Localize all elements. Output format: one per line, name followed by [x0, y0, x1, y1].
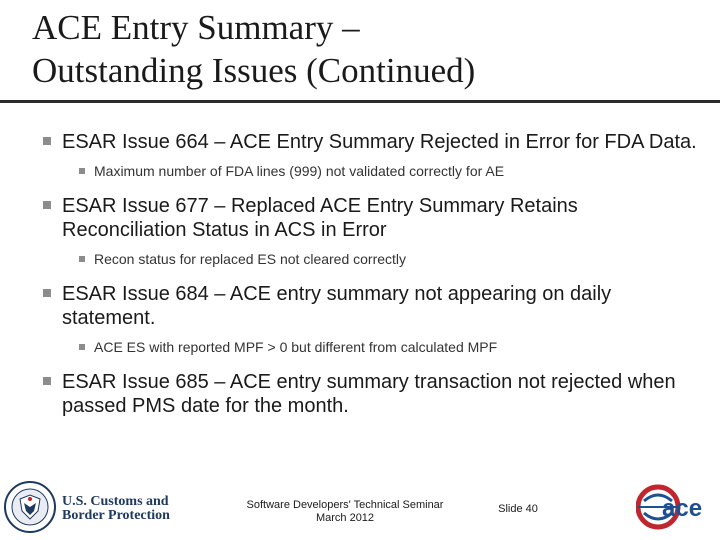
square-bullet-icon — [79, 256, 85, 262]
agency-line-1: U.S. Customs and — [62, 494, 169, 509]
agency-line-2: Border Protection — [62, 508, 170, 523]
bullet-item-issue-685 — [43, 370, 703, 418]
ace-logo-icon — [636, 483, 718, 531]
sub-bullet-item — [62, 163, 703, 180]
square-bullet-icon — [43, 201, 51, 209]
footer-event — [240, 499, 450, 525]
cbp-logo — [4, 481, 180, 533]
bullet-text: ESAR Issue 684 – ACE entry summary not appearing on daily statement. — [62, 283, 612, 329]
slide-number: Slide 40 — [498, 503, 538, 515]
bullet-text: ESAR Issue 664 – ACE Entry Summary Rejected in Error for FDA Data. — [62, 131, 697, 153]
sub-bullet-text: Maximum number of FDA lines (999) not validated correctly for AE — [94, 163, 505, 179]
square-bullet-icon — [79, 344, 85, 350]
ace-logo-text: ace — [662, 495, 703, 522]
event-name: Software Developers' Technical Seminar — [246, 499, 444, 511]
title-divider — [0, 100, 720, 103]
square-bullet-icon — [43, 289, 51, 297]
sub-bullet-text: Recon status for replaced ES not cleared correctly — [94, 251, 407, 267]
event-date: March 2012 — [315, 512, 375, 524]
bullet-item-issue-664 — [43, 130, 703, 180]
dhs-seal-icon — [4, 481, 56, 533]
agency-name — [62, 495, 170, 523]
bullet-list — [43, 130, 703, 432]
bullet-item-issue-684 — [43, 282, 703, 356]
title-line-2: Outstanding Issues (Continued) — [32, 51, 476, 90]
square-bullet-icon — [79, 168, 85, 174]
bullet-text: ESAR Issue 677 – Replaced ACE Entry Summary Retains Reconciliation Status in ACS in Error — [62, 195, 578, 241]
bullet-item-issue-677 — [43, 194, 703, 268]
title-line-1: ACE Entry Summary – — [32, 8, 360, 47]
square-bullet-icon — [43, 377, 51, 385]
sub-bullet-item — [62, 339, 703, 356]
sub-bullet-text: ACE ES with reported MPF > 0 but different from calculated MPF — [94, 339, 498, 355]
sub-bullet-item — [62, 251, 703, 268]
bullet-text: ESAR Issue 685 – ACE entry summary transaction not rejected when passed PMS date for the month. — [62, 371, 676, 417]
square-bullet-icon — [43, 137, 51, 145]
slide-title — [32, 6, 712, 92]
